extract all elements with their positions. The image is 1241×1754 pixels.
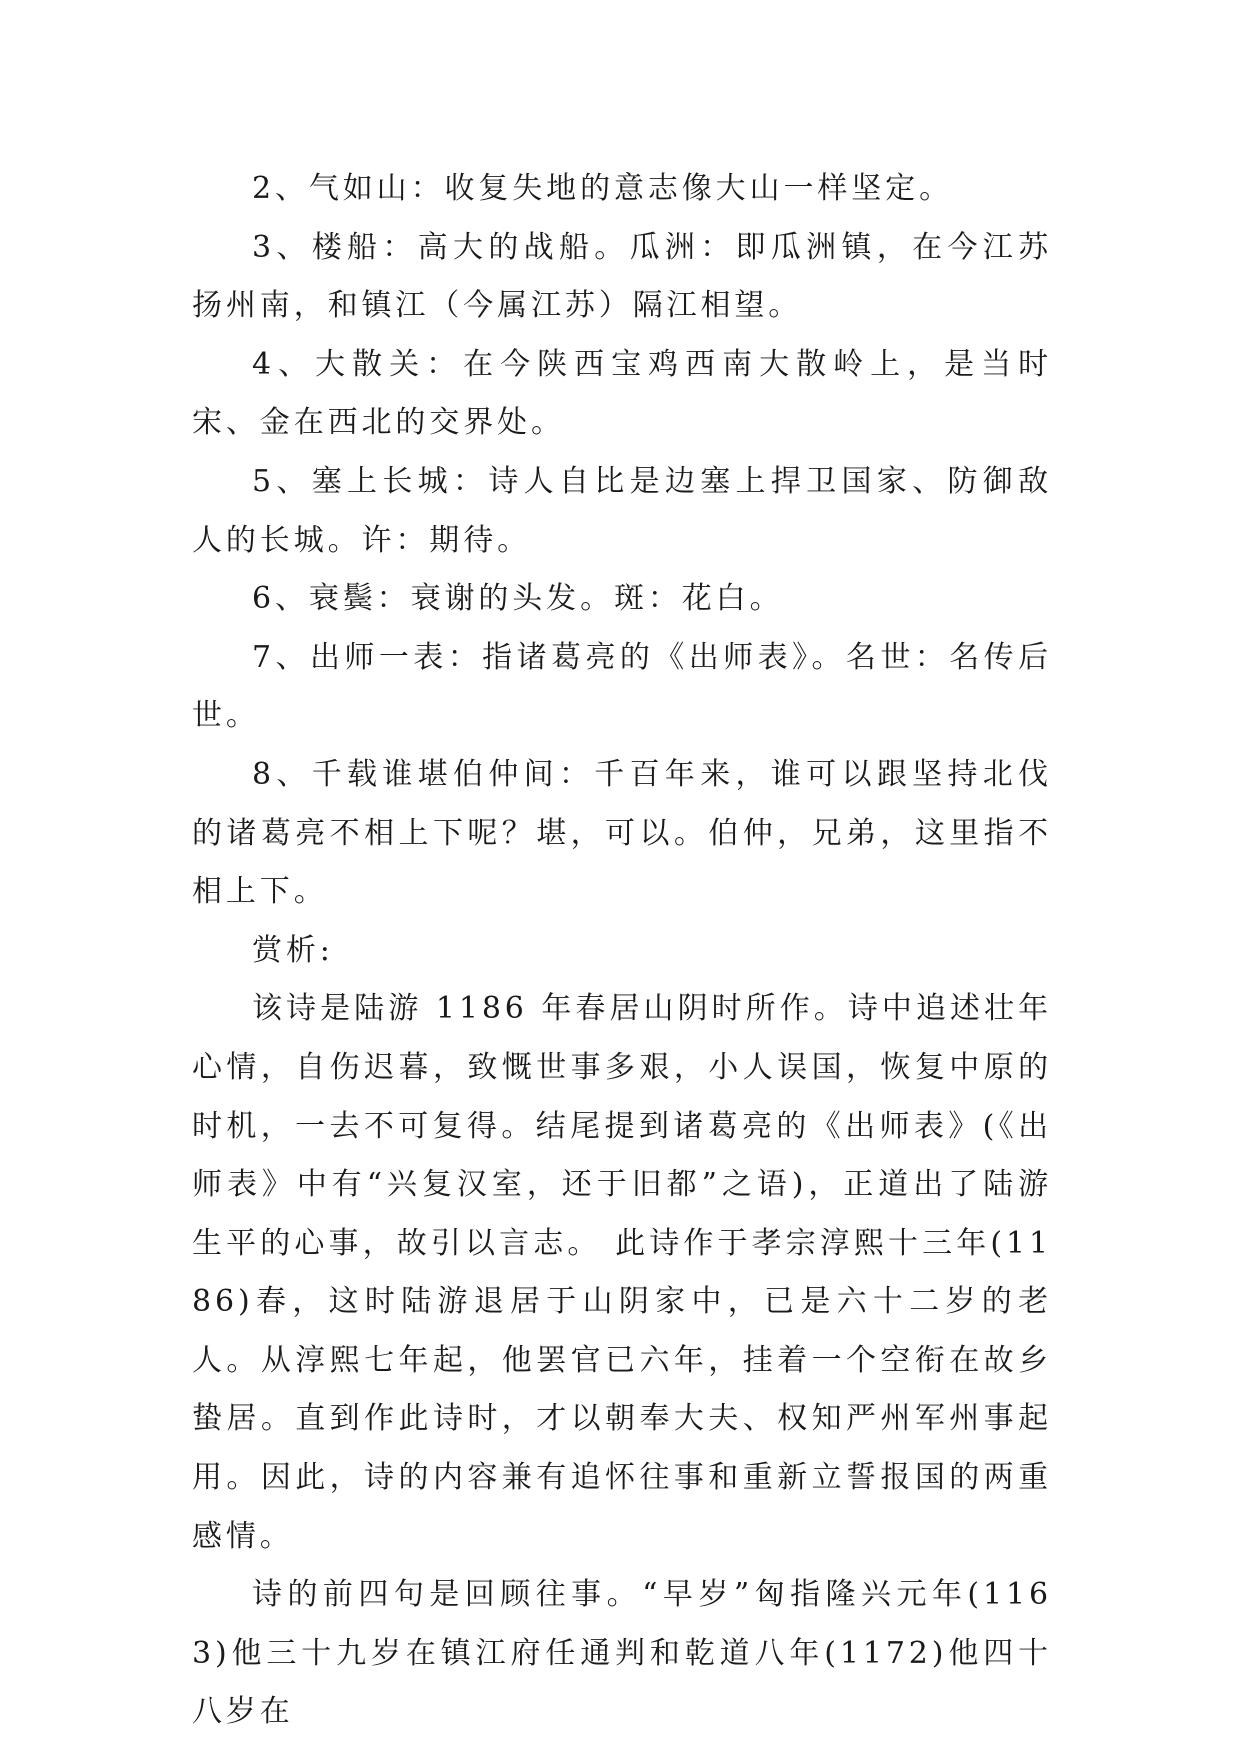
note-2: 2、气如山：收复失地的意志像大山一样坚定。 <box>252 171 953 206</box>
note-3: 3、楼船：高大的战船。瓜洲：即瓜洲镇，在今江苏扬州南，和镇江（今属江苏）隔江相望。 <box>192 229 1052 324</box>
note-7: 7、出师一表：指诸葛亮的《出师表》。名世：名传后世。 <box>192 639 1052 734</box>
note-6: 6、衰鬓：衰谢的头发。斑：花白。 <box>252 581 784 617</box>
note-8: 8、千载谁堪伯仲间：千百年来，谁可以跟坚持北伐的诸葛亮不相上下呢？堪，可以。伯仲，兄弟，这里指不相上下。 <box>192 756 1052 910</box>
note-4: 4、大散关：在今陕西宝鸡西南大散岭上，是当时宋、金在西北的交界处。 <box>192 346 1052 441</box>
analysis-paragraph-1: 该诗是陆游 1186 年春居山阴时所作。诗中追述壮年心情，自伤迟暮，致慨世事多艰，小人误国，恢复中原的时机，一去不可复得。结尾提到诸葛亮的《出师表》(《出师表》中有“兴复汉室，还于旧都”之语)，正道出了陆游生平的心事，故引以言志。 此诗作于孝宗淳熙十三年(1186)春，这时陆游退居于山阴家中，已是六十二岁的老人。从淳熙七年起，他罢官已六年，挂着一个空衔在故乡蛰居。直到作此诗时，才以朝奉大夫、权知严州军州事起用。因此，诗的内容兼有追怀往事和重新立誓报国的两重感情。 <box>192 991 1052 1554</box>
analysis-paragraph-2: 诗的前四句是回顾往事。“早岁”匈指隆兴元年(1163)他三十九岁在镇江府任通判和乾道八年(1172)他四十八岁在 <box>192 1577 1052 1730</box>
note-5: 5、塞上长城：诗人自比是边塞上捍卫国家、防御敌人的长城。许：期待。 <box>192 463 1052 558</box>
document-page <box>192 160 1052 1742</box>
analysis-heading: 赏析: <box>252 932 334 968</box>
